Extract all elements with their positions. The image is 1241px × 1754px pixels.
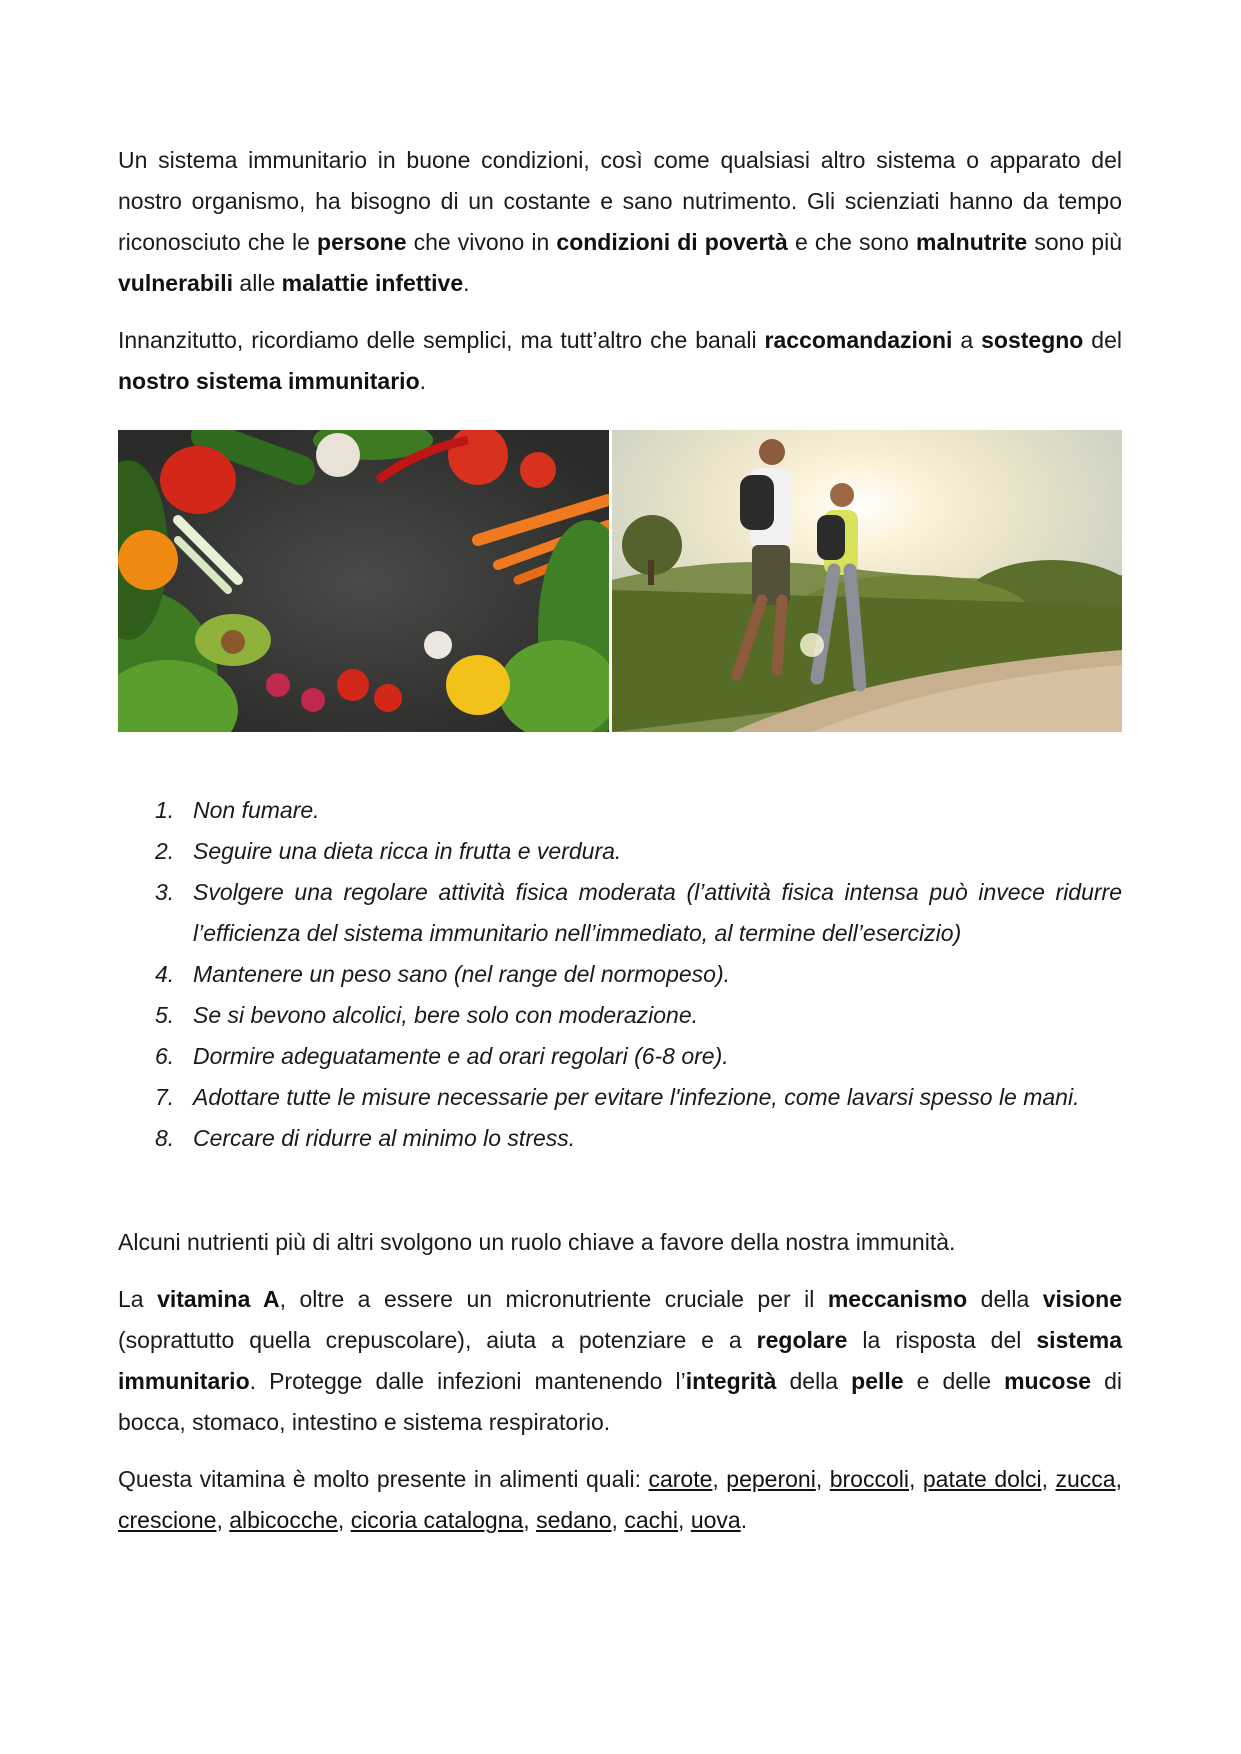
list-item <box>118 995 1122 1036</box>
list-item <box>118 1077 1122 1118</box>
separator: , <box>523 1507 537 1533</box>
bold-text: persone <box>317 229 407 255</box>
list-item <box>118 872 1122 954</box>
list-item-text: Non fumare. <box>193 797 320 823</box>
separator: , <box>216 1507 230 1533</box>
bold-text: pelle <box>851 1368 904 1394</box>
intro-paragraph <box>118 140 1122 304</box>
food-link[interactable]: zucca <box>1055 1466 1116 1492</box>
list-item-text: Adottare tutte le misure necessarie per evitare l'infezione, come lavarsi spesso le mani. <box>193 1084 1080 1110</box>
text-run: che vivono in <box>406 229 557 255</box>
list-item-number: 4. <box>155 961 175 987</box>
list-item-number: 6. <box>155 1043 175 1069</box>
vitamin-a-paragraph <box>118 1279 1122 1443</box>
text-run: Alcuni nutrienti più di altri svolgono un ruolo chiave a favore della nostra immunità. <box>118 1229 956 1255</box>
food-link[interactable]: crescione <box>118 1507 217 1533</box>
separator: . <box>740 1507 748 1533</box>
text-run: . Protegge dalle infezioni mantenendo l’ <box>249 1368 686 1394</box>
list-item-text: Mantenere un peso sano (nel range del normopeso). <box>193 961 731 987</box>
list-item-text: Dormire adeguatamente e ad orari regolari (6-8 ore). <box>193 1043 729 1069</box>
separator: , <box>611 1507 625 1533</box>
bold-text: vulnerabili <box>118 270 234 296</box>
separator: , <box>1041 1466 1056 1492</box>
list-item-number: 3. <box>155 879 175 905</box>
food-link[interactable]: broccoli <box>829 1466 909 1492</box>
food-link[interactable]: uova <box>690 1507 741 1533</box>
foods-intro-text: Questa vitamina è molto presente in alimenti quali: <box>118 1466 649 1492</box>
food-link[interactable]: patate dolci <box>922 1466 1042 1492</box>
separator: , <box>815 1466 830 1492</box>
text-run: Innanzitutto, ricordiamo delle semplici, ma tutt’altro che banali <box>118 327 765 353</box>
text-run: (soprattutto quella crepuscolare), aiuta a potenziare e a <box>118 1327 757 1353</box>
text-run: della <box>967 1286 1043 1312</box>
bold-text: malattie infettive <box>281 270 464 296</box>
bold-text: visione <box>1042 1286 1122 1312</box>
separator: , <box>1115 1466 1122 1492</box>
separator: , <box>678 1507 691 1533</box>
text-run: La <box>118 1286 158 1312</box>
illustration-row <box>118 430 1122 732</box>
text-run: alle <box>233 270 282 296</box>
bold-text: condizioni di povertà <box>556 229 788 255</box>
recommendations-list <box>118 790 1122 1159</box>
list-item-text: Svolgere una regolare attività fisica moderata (l’attività fisica intensa può invece ridurre l’efficienza del sistema immunitario nell’immediato, al termine dell’esercizio) <box>193 879 1122 946</box>
text-run: e che sono <box>787 229 917 255</box>
recommendations-intro-paragraph <box>118 320 1122 402</box>
list-item-number: 8. <box>155 1125 175 1151</box>
list-item-number: 1. <box>155 797 175 823</box>
list-item-number: 2. <box>155 838 175 864</box>
text-run: e delle <box>903 1368 1005 1394</box>
separator: , <box>712 1466 727 1492</box>
text-run: , oltre a essere un micronutriente cruciale per il <box>279 1286 828 1312</box>
list-item-text: Seguire una dieta ricca in frutta e verdura. <box>193 838 622 864</box>
list-item <box>118 1118 1122 1159</box>
bold-text: raccomandazioni <box>764 327 953 353</box>
bold-text: vitamina A <box>157 1286 280 1312</box>
text-run: a <box>952 327 982 353</box>
list-item-text: Se si bevono alcolici, bere solo con moderazione. <box>193 1002 699 1028</box>
bold-text: malnutrite <box>916 229 1028 255</box>
list-item <box>118 1036 1122 1077</box>
list-item-number: 7. <box>155 1084 175 1110</box>
list-item <box>118 831 1122 872</box>
text-run: sono più <box>1027 229 1122 255</box>
text-run: della <box>776 1368 852 1394</box>
nutrients-paragraph <box>118 1222 1122 1263</box>
bold-text: regolare <box>756 1327 848 1353</box>
bold-text: nostro sistema immunitario <box>118 368 420 394</box>
vitamin-a-foods-paragraph <box>118 1459 1122 1541</box>
food-link[interactable]: peperoni <box>726 1466 816 1492</box>
food-link[interactable]: cachi <box>624 1507 679 1533</box>
food-link[interactable]: sedano <box>536 1507 612 1533</box>
list-item <box>118 790 1122 831</box>
document-page <box>118 140 1122 1557</box>
text-run: . <box>419 368 427 394</box>
bold-text: integrità <box>685 1368 777 1394</box>
bold-text: mucose <box>1004 1368 1092 1394</box>
bold-text: sistema immunitario <box>118 1327 1122 1394</box>
text-run: del <box>1083 327 1122 353</box>
vegetables-image <box>118 430 609 732</box>
text-run: la risposta del <box>847 1327 1037 1353</box>
bold-text: meccanismo <box>827 1286 968 1312</box>
list-item <box>118 954 1122 995</box>
bold-text: sostegno <box>981 327 1084 353</box>
list-item-text: Cercare di ridurre al minimo lo stress. <box>193 1125 576 1151</box>
text-run: Un sistema immunitario in buone condizioni, così come qualsiasi altro sistema o apparato del nostro organismo, ha bisogno di un costante e sano nutrimento. Gli scienziati hanno da tempo riconosciuto che le <box>118 147 1122 255</box>
text-run: di bocca, stomaco, intestino e sistema respiratorio. <box>118 1368 1122 1435</box>
food-link[interactable]: cicoria catalogna <box>350 1507 524 1533</box>
text-run: . <box>463 270 470 296</box>
walking-couple-image <box>612 430 1122 732</box>
list-item-number: 5. <box>155 1002 175 1028</box>
food-link[interactable]: carote <box>648 1466 713 1492</box>
food-link[interactable]: albicocche <box>229 1507 338 1533</box>
separator: , <box>337 1507 351 1533</box>
separator: , <box>908 1466 923 1492</box>
